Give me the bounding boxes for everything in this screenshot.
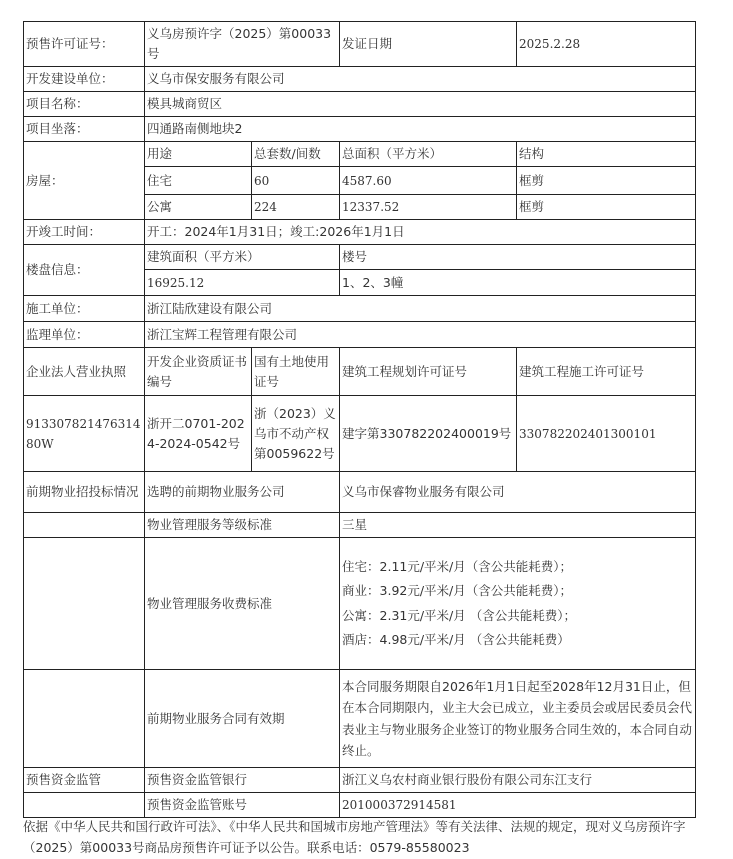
empty-cell: [24, 538, 145, 670]
housing-row-area: 4587.60: [340, 167, 517, 195]
developer-label: 开发建设单位：: [24, 67, 145, 92]
fee-standard-label: 物业管理服务收费标准: [145, 538, 340, 670]
license-header-land: 国有土地使用证号: [252, 348, 340, 396]
fee-item: 公寓：2.31元/平米/月 （含公共能耗费）；: [342, 607, 576, 623]
license-header-qualification: 开发企业资质证书编号: [145, 348, 252, 396]
housing-header-area: 总面积（平方米）: [340, 142, 517, 167]
license-header-construction: 建筑工程施工许可证号: [517, 348, 696, 396]
contract-period-label: 前期物业服务合同有效期: [145, 670, 340, 768]
builder-label: 施工单位：: [24, 296, 145, 322]
project-name-label: 项目名称：: [24, 92, 145, 117]
issue-date-value: 2025.2.28: [517, 22, 696, 67]
location-value: 四通路南侧地块2: [145, 117, 696, 142]
license-value-planning: 建字第330782202400019号: [340, 396, 517, 472]
fund-label: 预售资金监管: [24, 768, 145, 793]
housing-row-units: 224: [252, 195, 340, 220]
housing-header-structure: 结构: [517, 142, 696, 167]
housing-header-units: 总套数/间数: [252, 142, 340, 167]
license-header-business: 企业法人营业执照: [24, 348, 145, 396]
housing-row-units: 60: [252, 167, 340, 195]
presale-permit-label: 预售许可证号：: [24, 22, 145, 67]
license-value-qualification: 浙开二0701-2024-2024-0542号: [145, 396, 252, 472]
building-area-value: 16925.12: [145, 270, 340, 296]
contract-period-value: 本合同服务期限自2026年1月1日起至2028年12月31日止，但在本合同期限内，业主大会已成立，业主委员会或居民委员会代表业主与物业服务企业签订的物业服务合同生效的，本合同自动终止。: [340, 670, 696, 768]
hired-company-label: 选聘的前期物业服务公司: [145, 472, 340, 513]
service-grade-label: 物业管理服务等级标准: [145, 513, 340, 538]
building-number-header: 楼号: [340, 245, 696, 270]
housing-header-use: 用途: [145, 142, 252, 167]
housing-label: 房屋：: [24, 142, 145, 220]
license-value-land: 浙（2023）义乌市不动产权第0059622号: [252, 396, 340, 472]
license-header-planning: 建筑工程规划许可证号: [340, 348, 517, 396]
presale-permit-value: 义乌房预许字（2025）第00033号: [145, 22, 340, 67]
building-area-header: 建筑面积（平方米）: [145, 245, 340, 270]
empty-cell: [24, 670, 145, 768]
building-info-label: 楼盘信息：: [24, 245, 145, 296]
announcement-footer: 依据《中华人民共和国行政许可法》、《中华人民共和国城市房地产管理法》等有关法律、法规的规定，现对义乌房预许字（2025）第00033号商品房预售许可证予以公告。联系电话：0579-85580023: [23, 819, 686, 855]
property-label: 前期物业招投标情况: [24, 472, 145, 513]
license-value-construction: 330782202401300101: [517, 396, 696, 472]
housing-row-structure: 框剪: [517, 195, 696, 220]
fund-account-value: 201000372914581: [340, 793, 696, 818]
housing-row-use: 住宅: [145, 167, 252, 195]
fund-bank-value: 浙江义乌农村商业银行股份有限公司东江支行: [340, 768, 696, 793]
fund-account-label: 预售资金监管账号: [145, 793, 340, 818]
fee-item: 商业：3.92元/平米/月（含公共能耗费）；: [342, 583, 573, 598]
hired-company-value: 义乌市保睿物业服务有限公司: [340, 472, 696, 513]
fee-standard-list: [340, 538, 696, 670]
housing-row-use: 公寓: [145, 195, 252, 220]
construction-time-label: 开竣工时间：: [24, 220, 145, 245]
supervisor-value: 浙江宝辉工程管理有限公司: [145, 322, 696, 348]
fund-bank-label: 预售资金监管银行: [145, 768, 340, 793]
housing-row-area: 12337.52: [340, 195, 517, 220]
housing-row-structure: 框剪: [517, 167, 696, 195]
project-name-value: 模具城商贸区: [145, 92, 696, 117]
presale-info-table: [23, 21, 696, 818]
issue-date-label: 发证日期: [340, 22, 517, 67]
empty-cell: [24, 793, 145, 818]
empty-cell: [24, 513, 145, 538]
builder-value: 浙江陆欣建设有限公司: [145, 296, 696, 322]
license-value-business: 91330782147631480W: [24, 396, 145, 472]
fee-item: 住宅：2.11元/平米/月（含公共能耗费）；: [342, 558, 573, 574]
fee-item: 酒店：4.98元/平米/月 （含公共能耗费）: [342, 632, 570, 647]
developer-value: 义乌市保安服务有限公司: [145, 67, 696, 92]
building-number-value: 1、2、3幢: [340, 270, 696, 296]
service-grade-value: 三星: [340, 513, 696, 538]
location-label: 项目坐落：: [24, 117, 145, 142]
supervisor-label: 监理单位：: [24, 322, 145, 348]
construction-time-value: 开工：2024年1月31日；竣工:2026年1月1日: [145, 220, 696, 245]
